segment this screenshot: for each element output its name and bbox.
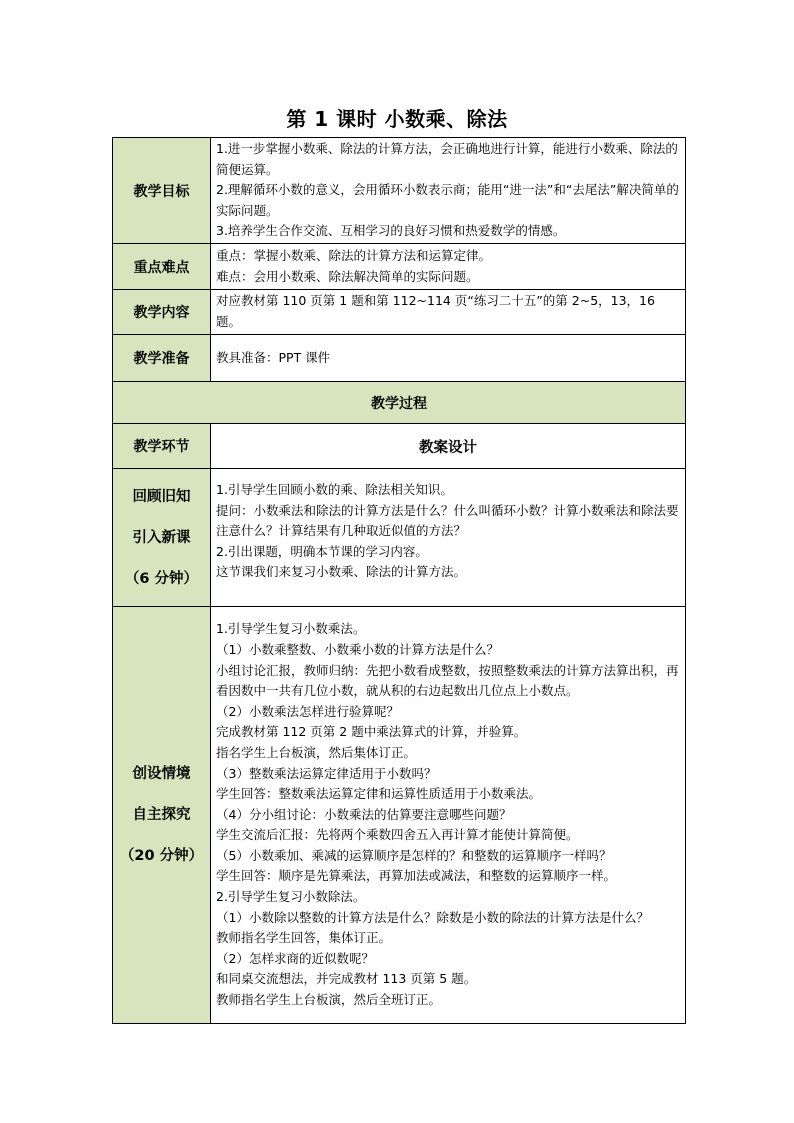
row-review — [113, 469, 686, 607]
goal-line: 2.理解循环小数的意义，会用循环小数表示商；能用“进一法”和“去尾法”解决简单的实际问题。 — [216, 182, 679, 218]
key-point-line: 难点：会用小数乘、除法解决简单的实际问题。 — [216, 268, 479, 284]
content-key-points — [211, 244, 686, 290]
content-teaching-content — [211, 290, 686, 335]
explore-line: （2）小数乘法怎样进行验算呢？ — [216, 703, 399, 719]
explore-line: 和同桌交流想法，并完成教材 113 页第 5 题。 — [216, 971, 477, 987]
label-teaching-content: 教学内容 — [113, 290, 211, 335]
review-label-line: 引入新课 — [132, 529, 191, 546]
process-header: 教学过程 — [113, 382, 686, 424]
explore-line: 学生回答：整数乘法运算定律和运算性质适用于小数乘法。 — [216, 786, 542, 802]
explore-line: 完成教材第 112 页第 2 题中乘法算式的计算，并验算。 — [216, 724, 527, 740]
review-line: 2.引出课题，明确本节课的学习内容。 — [216, 543, 428, 559]
explore-line: 学生交流后汇报：先将两个乘数四舍五入再计算才能使计算简便。 — [216, 827, 579, 843]
review-label-line: 回顾旧知 — [132, 488, 191, 505]
review-line: 1.引导学生回顾小数的乘、除法相关知识。 — [216, 482, 453, 497]
content-review — [211, 469, 686, 607]
explore-line: 2.引导学生复习小数除法。 — [216, 889, 366, 905]
explore-label-line: （20 分钟） — [119, 848, 204, 864]
label-review — [113, 469, 211, 607]
explore-line: 学生回答：顺序是先算乘法，再算加法或减法，和整数的运算顺序一样。 — [216, 868, 617, 884]
page-title: 第 1 课时 小数乘、除法 — [286, 107, 508, 131]
review-line: 这节课我们来复习小数乘、除法的计算方法。 — [216, 564, 467, 580]
label-explore — [113, 607, 211, 1024]
content-line: 对应教材第 110 页第 1 题和第 112~114 页“练习二十五”的第 2~5，13，16 题。 — [216, 293, 655, 329]
explore-line: （2）怎样求商的近似数呢？ — [216, 950, 374, 966]
explore-label-line: 自主探究 — [132, 807, 191, 823]
review-label-line: （6 分钟） — [124, 570, 199, 587]
explore-line: （4）分小组讨论：小数乘法的估算要注意哪些问题？ — [216, 806, 512, 822]
header-stage: 教学环节 — [113, 424, 211, 469]
label-teaching-goals: 教学目标 — [113, 138, 211, 244]
row-teaching-preparation — [113, 335, 686, 382]
explore-line: 1.引导学生复习小数乘法。 — [216, 621, 366, 637]
row-process-header — [113, 382, 686, 424]
explore-line: （1）小数乘整数、小数乘小数的计算方法是什么？ — [216, 641, 499, 657]
header-design: 教案设计 — [211, 424, 686, 469]
review-line: 提问：小数乘法和除法的计算方法是什么？什么叫循环小数？计算小数乘法和除法要注意什么？计算结果有几种取近似值的方法？ — [216, 502, 679, 539]
row-column-headers — [113, 424, 686, 469]
row-teaching-goals — [113, 138, 686, 244]
row-teaching-content — [113, 290, 686, 335]
goal-line: 1.进一步掌握小数乘、除法的计算方法，会正确地进行计算，能进行小数乘、除法的简便运算。 — [216, 141, 678, 177]
label-teaching-preparation: 教学准备 — [113, 335, 211, 382]
content-explore — [211, 607, 686, 1024]
explore-label-line: 创设情境 — [132, 766, 191, 782]
preparation-line: 教具准备：PPT 课件 — [216, 349, 331, 365]
key-point-line: 重点：掌握小数乘、除法的计算方法和运算定律。 — [216, 247, 492, 263]
lesson-plan-table — [112, 137, 686, 1024]
label-key-points: 重点难点 — [113, 244, 211, 290]
row-key-points — [113, 244, 686, 290]
goal-line: 3.培养学生合作交流、互相学习的良好习惯和热爱数学的情感。 — [216, 223, 566, 239]
explore-line: 教师指名学生回答，集体订正。 — [216, 930, 392, 946]
row-explore — [113, 607, 686, 1024]
explore-line: 小组讨论汇报，教师归纳：先把小数看成整数，按照整数乘法的计算方法算出积，再看因数中一共有几位小数，就从积的右边起数出几位点上小数点。 — [216, 662, 679, 699]
explore-line: 教师指名学生上台板演，然后全班订正。 — [216, 992, 442, 1008]
explore-line: 指名学生上台板演，然后集体订正。 — [216, 744, 417, 760]
explore-line: （5）小数乘加、乘减的运算顺序是怎样的？和整数的运算顺序一样吗？ — [216, 847, 612, 863]
content-teaching-goals — [211, 138, 686, 244]
explore-line: （1）小数除以整数的计算方法是什么？除数是小数的除法的计算方法是什么？ — [216, 909, 649, 925]
explore-line: （3）整数乘法运算定律适用于小数吗？ — [216, 765, 437, 781]
content-teaching-preparation — [211, 335, 686, 382]
